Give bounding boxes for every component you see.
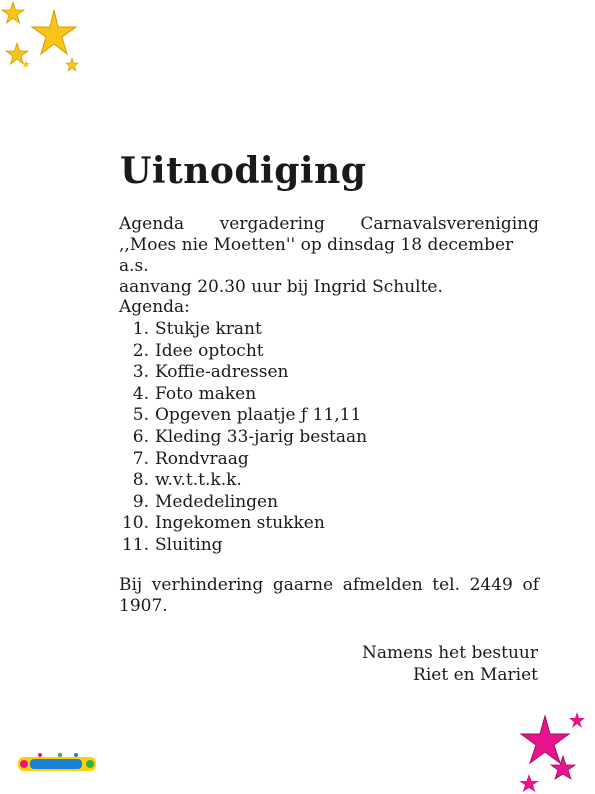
closing-word: verhindering [151, 575, 264, 595]
item-number: 10. [121, 513, 149, 534]
item-number: 5. [132, 405, 149, 426]
list-item [119, 384, 367, 406]
closing-word: tel. [432, 575, 461, 595]
closing-line-2: 1907. [119, 596, 168, 616]
closing-word: of [522, 575, 539, 595]
item-text: Mededelingen [155, 491, 279, 512]
site-logo [16, 752, 98, 774]
star-icon [569, 712, 585, 728]
gold-stars-decoration [0, 0, 90, 80]
closing-word: Bij [119, 575, 143, 595]
item-text: Stukje krant [155, 319, 262, 339]
item-text: w.v.t.t.k.k. [155, 470, 242, 491]
signature-line-2: Riet en Mariet [413, 665, 538, 685]
agenda-heading: Agenda: [119, 297, 190, 317]
closing-word: afmelden [342, 575, 423, 595]
intro-line-3: aanvang 20.30 uur bij Ingrid Schulte. [119, 277, 443, 297]
item-number: 9. [132, 491, 149, 512]
closing-paragraph [119, 575, 539, 617]
item-text: Kleding 33-jarig bestaan [155, 426, 368, 447]
list-item [119, 362, 367, 384]
item-number: 3. [132, 362, 149, 383]
star-icon [32, 10, 76, 54]
list-item [119, 405, 367, 427]
item-number: 6. [132, 426, 149, 447]
closing-line-1 [119, 575, 539, 596]
agenda-list [119, 319, 367, 557]
intro-word: vergadering [219, 214, 325, 234]
star-icon [6, 43, 28, 64]
intro-paragraph [119, 214, 539, 298]
item-text: Ingekomen stukken [155, 513, 325, 534]
closing-word: 2449 [469, 575, 513, 595]
item-number: 2. [132, 340, 149, 361]
closing-word: gaarne [272, 575, 334, 595]
item-text: Rondvraag [155, 448, 249, 469]
item-number: 8. [132, 470, 149, 491]
item-number: 11. [121, 534, 149, 555]
star-icon [2, 2, 24, 23]
star-icon [519, 774, 539, 792]
signature-block [362, 642, 538, 686]
intro-line-2: ,,Moes nie Moetten'' op dinsdag 18 december a.s. [119, 235, 514, 276]
list-item [119, 470, 367, 492]
item-text: Koffie-adressen [155, 362, 289, 383]
intro-word: Agenda [119, 214, 185, 234]
item-text: Sluiting [155, 534, 223, 555]
signature-line-1: Namens het bestuur [361, 643, 538, 663]
item-text: Idee optocht [155, 340, 264, 361]
list-item [119, 319, 367, 341]
item-text: Foto maken [155, 383, 257, 404]
list-item [119, 341, 367, 363]
pink-stars-decoration [515, 704, 595, 794]
list-item [119, 513, 367, 535]
star-icon [521, 716, 569, 763]
page-title: Uitnodiging [120, 150, 367, 192]
star-icon [66, 58, 78, 71]
item-number: 1. [132, 319, 149, 339]
list-item [119, 449, 367, 471]
list-item [119, 427, 367, 449]
item-number: 4. [132, 383, 149, 404]
intro-word: Carnavalsvereniging [360, 214, 539, 234]
item-number: 7. [132, 448, 149, 469]
list-item [119, 535, 367, 557]
list-item [119, 492, 367, 514]
item-text: Opgeven plaatje ƒ 11,11 [155, 405, 362, 426]
intro-line-1 [119, 214, 539, 235]
